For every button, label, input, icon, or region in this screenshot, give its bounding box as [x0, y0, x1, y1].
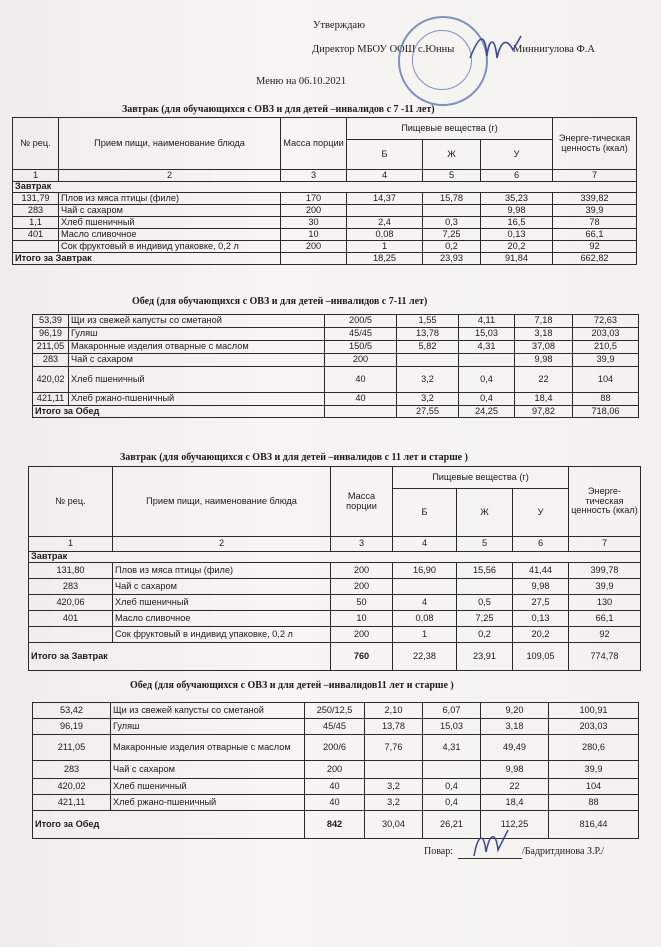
cell: 283 — [13, 205, 59, 217]
cell: 78 — [553, 217, 637, 229]
cell: 3,18 — [481, 719, 549, 735]
cell: 200 — [331, 627, 393, 643]
cell: 13,78 — [397, 328, 459, 341]
cell: 15,03 — [423, 719, 481, 735]
cell: 131,79 — [13, 193, 59, 205]
cell: 14,37 — [347, 193, 423, 205]
cell: 401 — [13, 229, 59, 241]
cell — [325, 406, 397, 418]
col-nutrients: Пищевые вещества (г) — [347, 118, 553, 140]
cell: Макаронные изделия отварные с маслом — [69, 341, 325, 354]
cell: 26,21 — [423, 811, 481, 839]
table-row — [33, 703, 639, 719]
cell: 774,78 — [569, 643, 641, 671]
cell: 0,13 — [513, 611, 569, 627]
cell: 3,2 — [397, 367, 459, 393]
cell — [281, 253, 347, 265]
cell: 280,6 — [549, 735, 639, 761]
cell: 401 — [29, 611, 113, 627]
cell: 0,4 — [423, 795, 481, 811]
cell: 16,5 — [481, 217, 553, 229]
cell: 4,31 — [423, 735, 481, 761]
cell: 104 — [549, 779, 639, 795]
cell: 2,10 — [365, 703, 423, 719]
total-label: Итого за Обед — [33, 406, 325, 418]
table-row — [29, 563, 641, 579]
signature-line — [458, 858, 522, 859]
cell: Хлеб пшеничный — [69, 367, 325, 393]
cell: Хлеб ржано-пшеничный — [111, 795, 305, 811]
cook-label: Повар: — [424, 846, 454, 857]
cell: 30 — [281, 217, 347, 229]
col-index: 5 — [423, 170, 481, 182]
cell: 91,84 — [481, 253, 553, 265]
cell: 421,11 — [33, 795, 111, 811]
cell: 45/45 — [325, 328, 397, 341]
col-mass: Масса порции — [281, 118, 347, 170]
total-label: Итого за Завтрак — [29, 643, 331, 671]
cell: 3,18 — [515, 328, 573, 341]
cell: 283 — [33, 761, 111, 779]
cell: Плов из мяса птицы (филе) — [113, 563, 331, 579]
director-label: Директор МБОУ ООШ с.Юнны — [312, 44, 455, 55]
cell: 0,13 — [481, 229, 553, 241]
cell: 13,78 — [365, 719, 423, 735]
meal-label: Завтрак — [13, 182, 637, 193]
cell: 66,1 — [553, 229, 637, 241]
total-row — [13, 253, 637, 265]
cell: 421,11 — [33, 393, 69, 406]
cell: 420,06 — [29, 595, 113, 611]
cell: 420,02 — [33, 367, 69, 393]
cell: Сок фруктовый в индивид упаковке, 0,2 л — [59, 241, 281, 253]
table-row — [33, 761, 639, 779]
col-index: 2 — [59, 170, 281, 182]
col-fats: Ж — [457, 489, 513, 537]
cell: 420,02 — [33, 779, 111, 795]
cell — [459, 354, 515, 367]
cell: 2,4 — [347, 217, 423, 229]
cell: 9,20 — [481, 703, 549, 719]
cell: 9,98 — [481, 205, 553, 217]
cell: 18,25 — [347, 253, 423, 265]
approve-label: Утверждаю — [313, 20, 365, 31]
table-row — [29, 595, 641, 611]
table-row — [33, 735, 639, 761]
cell: 22,38 — [393, 643, 457, 671]
col-nutrients: Пищевые вещества (г) — [393, 467, 569, 489]
cell: 7,18 — [515, 315, 573, 328]
cell — [29, 627, 113, 643]
cell: 399,78 — [569, 563, 641, 579]
cell: 96,19 — [33, 328, 69, 341]
table-row — [13, 217, 637, 229]
col-index: 2 — [113, 537, 331, 552]
col-index: 4 — [347, 170, 423, 182]
col-index: 6 — [513, 537, 569, 552]
breakfast-7-11-table — [12, 117, 637, 265]
cell: 50 — [331, 595, 393, 611]
cell: 200 — [281, 241, 347, 253]
cell: 842 — [305, 811, 365, 839]
cell: 1 — [347, 241, 423, 253]
total-label: Итого за Обед — [33, 811, 305, 839]
cell: 97,82 — [515, 406, 573, 418]
cell: 0,5 — [457, 595, 513, 611]
cell: 760 — [331, 643, 393, 671]
cell: 4,11 — [459, 315, 515, 328]
cell: 100,91 — [549, 703, 639, 719]
cell — [397, 354, 459, 367]
cell: Хлеб ржано-пшеничный — [69, 393, 325, 406]
cell: Чай с сахаром — [59, 205, 281, 217]
cell: 0,4 — [459, 367, 515, 393]
cell: 104 — [573, 367, 639, 393]
col-energy: Энерге-тическая ценность (ккал) — [553, 118, 637, 170]
cell: 39,9 — [553, 205, 637, 217]
cell: 200 — [325, 354, 397, 367]
cell: 0,3 — [423, 217, 481, 229]
table-row — [33, 393, 639, 406]
cell: 40 — [325, 393, 397, 406]
cell: 1,55 — [397, 315, 459, 328]
col-index: 7 — [569, 537, 641, 552]
col-recipe-number: № рец. — [13, 118, 59, 170]
cell: 200 — [305, 761, 365, 779]
total-row — [33, 406, 639, 418]
col-fats: Ж — [423, 140, 481, 170]
cell: Чай с сахаром — [69, 354, 325, 367]
cell: 6,07 — [423, 703, 481, 719]
cell: 112,25 — [481, 811, 549, 839]
menu-date: Меню на 06.10.2021 — [256, 76, 347, 87]
cell: 339,82 — [553, 193, 637, 205]
table-row — [13, 229, 637, 241]
cell: 23,93 — [423, 253, 481, 265]
col-index: 1 — [29, 537, 113, 552]
director-name: Миннигулова Ф.А — [513, 44, 596, 55]
col-index: 1 — [13, 170, 59, 182]
cell: 20,2 — [481, 241, 553, 253]
table-row — [13, 241, 637, 253]
cell: Щи из свежей капусты со сметаной — [69, 315, 325, 328]
cell: 88 — [573, 393, 639, 406]
cell: 27,55 — [397, 406, 459, 418]
cell: Хлеб пшеничный — [111, 779, 305, 795]
breakfast-11-plus-table — [28, 466, 641, 671]
cell: 150/5 — [325, 341, 397, 354]
cell: 96,19 — [33, 719, 111, 735]
cell: 0,08 — [347, 229, 423, 241]
cell: 7,25 — [457, 611, 513, 627]
cell: 15,78 — [423, 193, 481, 205]
cell: 4,31 — [459, 341, 515, 354]
cell: 0,08 — [393, 611, 457, 627]
cell: Гуляш — [69, 328, 325, 341]
cell: 10 — [331, 611, 393, 627]
table-row — [33, 341, 639, 354]
table-row — [33, 719, 639, 735]
cell: 30,04 — [365, 811, 423, 839]
col-energy: Энерге-тическая ценность (ккал) — [569, 467, 641, 537]
cell: 18,4 — [515, 393, 573, 406]
cell: 7,76 — [365, 735, 423, 761]
cell: 9,98 — [515, 354, 573, 367]
cell: 37,08 — [515, 341, 573, 354]
cell: 3,2 — [397, 393, 459, 406]
breakfast-7-11-title: Завтрак (для обучающихся с ОВЗ и для детей –инвалидов с 7 -11 лет) — [122, 104, 435, 115]
table-row — [29, 579, 641, 595]
total-row — [29, 643, 641, 671]
cell: Сок фруктовый в индивид упаковке, 0,2 л — [113, 627, 331, 643]
lunch-7-11-title: Обед (для обучающихся с ОВЗ и для детей –инвалидов с 7-11 лет) — [132, 296, 428, 307]
cell: 170 — [281, 193, 347, 205]
cell: 45/45 — [305, 719, 365, 735]
cell: 130 — [569, 595, 641, 611]
cell: 200 — [331, 579, 393, 595]
col-index: 5 — [457, 537, 513, 552]
cell: 200 — [281, 205, 347, 217]
cell: 53,42 — [33, 703, 111, 719]
col-index: 7 — [553, 170, 637, 182]
cell: 718,06 — [573, 406, 639, 418]
cell: 1 — [393, 627, 457, 643]
cell: 283 — [29, 579, 113, 595]
col-index: 4 — [393, 537, 457, 552]
cell: 22 — [481, 779, 549, 795]
col-dish: Прием пищи, наименование блюда — [59, 118, 281, 170]
cell: Чай с сахаром — [111, 761, 305, 779]
cell: 92 — [553, 241, 637, 253]
cell: Масло сливочное — [59, 229, 281, 241]
cell: Гуляш — [111, 719, 305, 735]
cell: 27,5 — [513, 595, 569, 611]
cell: 40 — [305, 779, 365, 795]
cell: 20,2 — [513, 627, 569, 643]
cell — [347, 205, 423, 217]
cell: Щи из свежей капусты со сметаной — [111, 703, 305, 719]
cell: 131,80 — [29, 563, 113, 579]
table-row — [33, 315, 639, 328]
col-carbs: У — [513, 489, 569, 537]
meal-label: Завтрак — [29, 552, 641, 563]
cell: 72,63 — [573, 315, 639, 328]
cell — [457, 579, 513, 595]
col-proteins: Б — [393, 489, 457, 537]
cell: 40 — [325, 367, 397, 393]
cell: 200/6 — [305, 735, 365, 761]
cell: 39,9 — [569, 579, 641, 595]
table-row — [29, 627, 641, 643]
cell: 49,49 — [481, 735, 549, 761]
cell: 200/5 — [325, 315, 397, 328]
col-dish: Прием пищи, наименование блюда — [113, 467, 331, 537]
cell — [13, 241, 59, 253]
cell: Хлеб пшеничный — [59, 217, 281, 229]
cell: 39,9 — [573, 354, 639, 367]
total-row — [33, 811, 639, 839]
cell: Макаронные изделия отварные с маслом — [111, 735, 305, 761]
cell — [423, 761, 481, 779]
cell: 88 — [549, 795, 639, 811]
cell: 7,25 — [423, 229, 481, 241]
cell — [393, 579, 457, 595]
cell: 10 — [281, 229, 347, 241]
cell: 211,05 — [33, 341, 69, 354]
cell: 1,1 — [13, 217, 59, 229]
cell: 4 — [393, 595, 457, 611]
cell: 0,4 — [423, 779, 481, 795]
cell: 35,23 — [481, 193, 553, 205]
cell: 15,03 — [459, 328, 515, 341]
cell: 15,56 — [457, 563, 513, 579]
cell: 0,2 — [457, 627, 513, 643]
lunch-7-11-table — [32, 314, 639, 418]
total-label: Итого за Завтрак — [13, 253, 281, 265]
cell: 39,9 — [549, 761, 639, 779]
col-index: 3 — [331, 537, 393, 552]
director-signature — [465, 28, 525, 68]
col-index: 3 — [281, 170, 347, 182]
cell: 5,82 — [397, 341, 459, 354]
cell: Масло сливочное — [113, 611, 331, 627]
cell: 3,2 — [365, 795, 423, 811]
table-row — [13, 193, 637, 205]
cell — [423, 205, 481, 217]
breakfast-11-plus-title: Завтрак (для обучающихся с ОВЗ и для детей –инвалидов с 11 лет и старше ) — [120, 452, 468, 463]
cell: Хлеб пшеничный — [113, 595, 331, 611]
cell: 816,44 — [549, 811, 639, 839]
cook-name: /Бадритдинова З.Р./ — [522, 846, 605, 857]
cell: 22 — [515, 367, 573, 393]
cell: 41,44 — [513, 563, 569, 579]
cell: 16,90 — [393, 563, 457, 579]
table-row — [13, 205, 637, 217]
col-recipe-number: № рец. — [29, 467, 113, 537]
lunch-11-plus-table — [32, 702, 639, 839]
cell: 9,98 — [513, 579, 569, 595]
cell: Чай с сахаром — [113, 579, 331, 595]
cook-signature — [468, 826, 518, 860]
table-row — [33, 795, 639, 811]
cell: Плов из мяса птицы (филе) — [59, 193, 281, 205]
cell: 109,05 — [513, 643, 569, 671]
table-row — [33, 328, 639, 341]
cell: 210,5 — [573, 341, 639, 354]
cell: 24,25 — [459, 406, 515, 418]
cell: 662,82 — [553, 253, 637, 265]
cell: 0,2 — [423, 241, 481, 253]
cell: 23,91 — [457, 643, 513, 671]
cell: 3,2 — [365, 779, 423, 795]
cell: 203,03 — [549, 719, 639, 735]
table-row — [33, 354, 639, 367]
cell: 250/12,5 — [305, 703, 365, 719]
cell: 283 — [33, 354, 69, 367]
col-proteins: Б — [347, 140, 423, 170]
cell: 53,39 — [33, 315, 69, 328]
lunch-11-plus-title: Обед (для обучающихся с ОВЗ и для детей –инвалидов11 лет и старше ) — [130, 680, 454, 691]
cell: 18,4 — [481, 795, 549, 811]
col-mass: Масса порции — [331, 467, 393, 537]
cell: 9,98 — [481, 761, 549, 779]
table-row — [29, 611, 641, 627]
cell: 203,03 — [573, 328, 639, 341]
cell: 92 — [569, 627, 641, 643]
cell: 200 — [331, 563, 393, 579]
cell: 66,1 — [569, 611, 641, 627]
cell: 0,4 — [459, 393, 515, 406]
cell: 211,05 — [33, 735, 111, 761]
col-carbs: У — [481, 140, 553, 170]
table-row — [33, 779, 639, 795]
table-row — [33, 367, 639, 393]
cell: 40 — [305, 795, 365, 811]
col-index: 6 — [481, 170, 553, 182]
cell — [365, 761, 423, 779]
